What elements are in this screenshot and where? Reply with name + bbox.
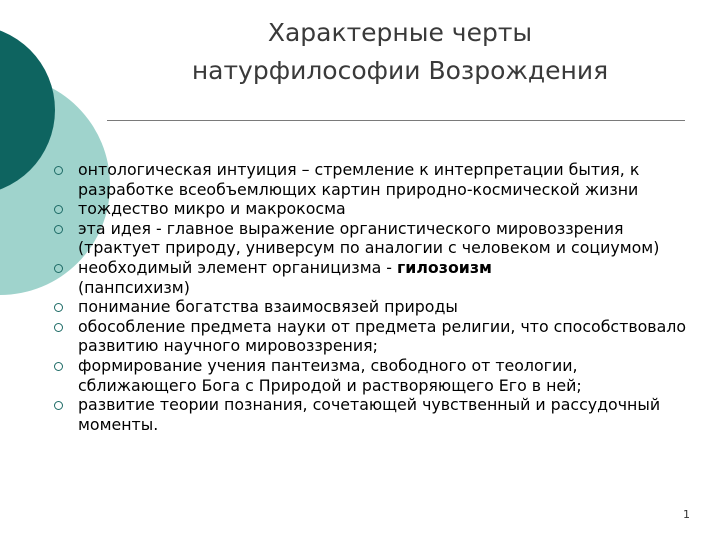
list-item <box>54 160 694 199</box>
circle-bullet-icon <box>54 323 63 332</box>
title-divider <box>107 120 685 121</box>
circle-bullet-icon <box>54 264 63 273</box>
circle-bullet-icon <box>54 166 63 175</box>
list-item <box>54 297 694 317</box>
list-item-text: онтологическая интуиция – стремление к интерпретации бытия, к разработке всеобъемлющих картин природно-космической жизни <box>78 160 640 199</box>
page-number: 1 <box>683 508 690 521</box>
bullet-list <box>54 160 694 434</box>
list-item <box>54 395 694 434</box>
circle-bullet-icon <box>54 303 63 312</box>
circle-bullet-icon <box>54 362 63 371</box>
list-item <box>54 317 694 356</box>
list-item-text: формирование учения пантеизма, свободного от теологии, сближающего Бога с Природой и растворяющего Его в ней; <box>78 355 582 395</box>
list-item-text: понимание богатства взаимосвязей природы <box>78 297 458 317</box>
list-item-text: необходимый элемент органицизма - <box>78 257 398 277</box>
circle-bullet-icon <box>54 225 63 234</box>
slide-title-line-2: натурфилософии Возрождения <box>191 56 609 85</box>
circle-bullet-icon <box>54 205 63 214</box>
circle-bullet-icon <box>54 401 63 410</box>
list-item-text: развитие теории познания, сочетающей чувственный и рассудочный моменты. <box>78 395 661 434</box>
list-item <box>54 356 694 395</box>
list-item-text-continued: (панпсихизм) <box>78 277 190 297</box>
list-item <box>54 219 694 258</box>
slide-title <box>120 14 680 90</box>
list-item-bold-term: гилозоизм <box>397 257 492 277</box>
list-item-text: обособление предмета науки от предмета религии, что способствовало развитию научного мировоззрения; <box>78 316 687 356</box>
slide-title-line-1: Характерные черты <box>267 18 533 47</box>
list-item-text: эта идея - главное выражение органистического мировоззрения (трактует природу, универсум по аналогии с человеком и социумом) <box>78 218 660 258</box>
list-item <box>54 258 694 297</box>
list-item-text: тождество микро и макрокосма <box>78 199 346 219</box>
list-item <box>54 199 694 219</box>
